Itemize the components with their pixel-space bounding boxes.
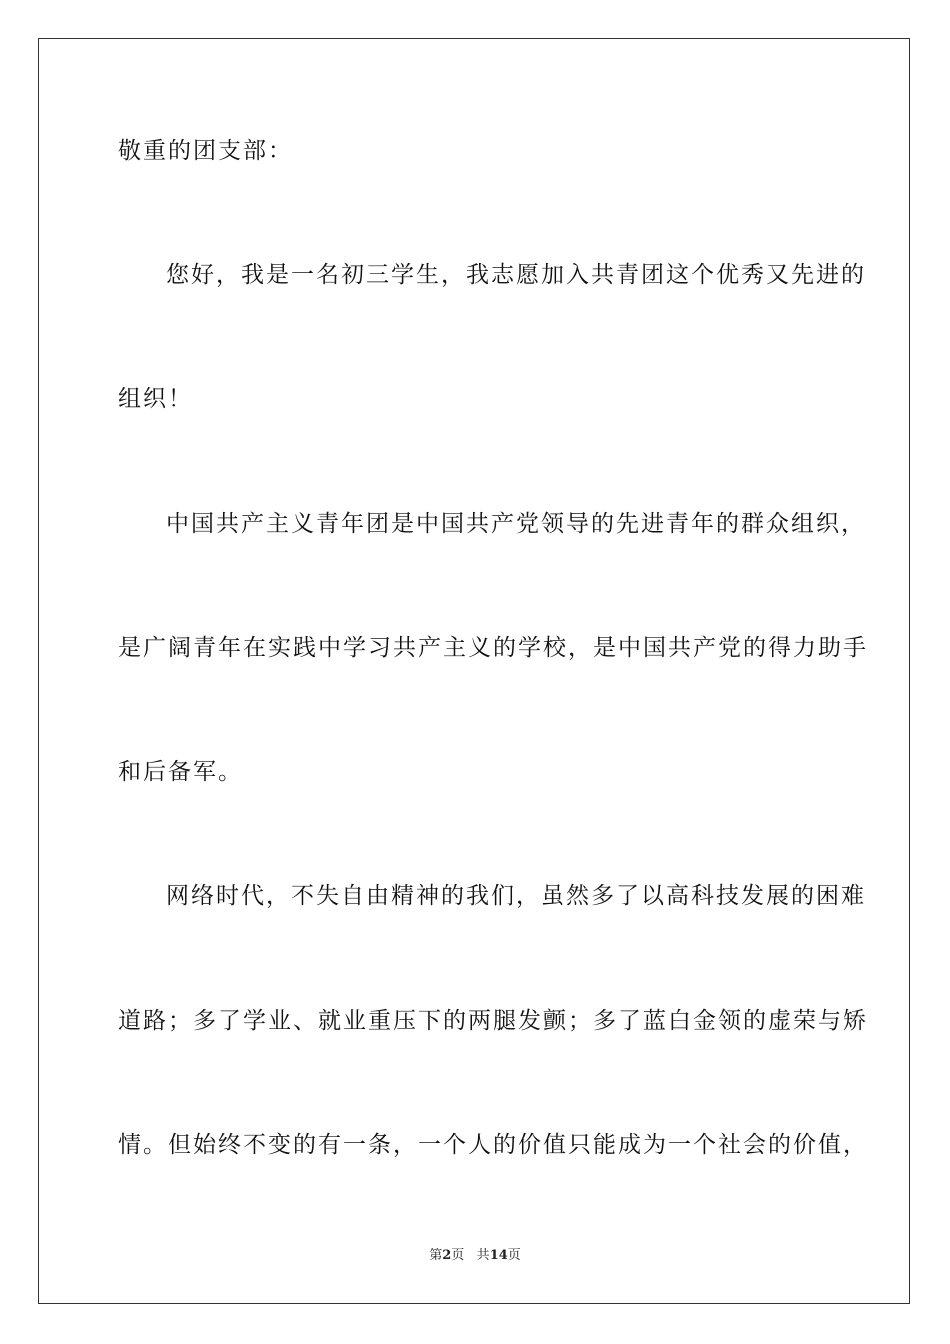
body-line-1: 您好，我是一名初三学生，我志愿加入共青团这个优秀又先进的: [166, 262, 866, 288]
body-line-7: 道路；多了学业、就业重压下的两腿发颤；多了蓝白金领的虚荣与矫: [118, 1008, 868, 1034]
body-line-6: 网络时代，不失自由精神的我们，虽然多了以高科技发展的困难: [166, 883, 866, 909]
salutation-line: 敬重的团支部：: [118, 138, 293, 164]
body-line-5: 和后备军。: [118, 759, 243, 785]
page-prefix: 第: [429, 1248, 443, 1263]
body-line-8: 情。但始终不变的有一条，一个人的价值只能成为一个社会的价值，: [118, 1132, 868, 1158]
page-suffix: 页: [451, 1248, 465, 1263]
page-number: 2: [442, 1248, 452, 1263]
body-line-2: 组织！: [118, 386, 193, 412]
total-pages: 14: [489, 1248, 508, 1263]
body-line-4: 是广阔青年在实践中学习共产主义的学校，是中国共产党的得力助手: [118, 635, 868, 661]
total-prefix: 共: [476, 1248, 490, 1263]
body-line-3: 中国共产主义青年团是中国共产党领导的先进青年的群众组织，: [166, 511, 866, 537]
page-frame: [38, 38, 910, 1304]
page-footer: [0, 1248, 950, 1264]
total-suffix: 页: [507, 1248, 521, 1263]
